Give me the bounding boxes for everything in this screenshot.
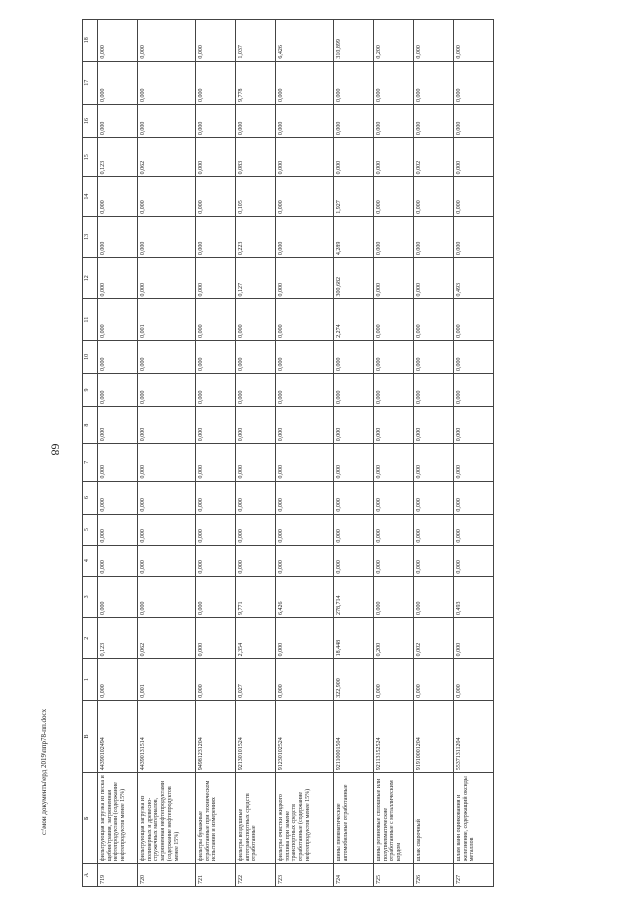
value-cell: 0,000 bbox=[414, 545, 454, 576]
value-cell: 0,000 bbox=[414, 373, 454, 406]
value-cell: 0,000 bbox=[374, 138, 414, 177]
value-cell: 0,000 bbox=[374, 299, 414, 340]
col-header: 7 bbox=[83, 444, 98, 481]
value-cell: 0,000 bbox=[414, 576, 454, 617]
value-cell: 0,000 bbox=[414, 20, 454, 62]
value-cell: 0,000 bbox=[138, 481, 196, 514]
value-cell: 0,000 bbox=[98, 659, 138, 700]
value-cell: 0,000 bbox=[414, 514, 454, 545]
value-cell: 0,000 bbox=[138, 105, 196, 138]
value-cell: 0,000 bbox=[334, 373, 374, 406]
col-header: 16 bbox=[83, 105, 98, 138]
value-cell: 0,000 bbox=[276, 659, 334, 700]
value-cell: 0,000 bbox=[196, 407, 236, 444]
value-cell: 0,000 bbox=[454, 105, 494, 138]
table-row bbox=[98, 20, 138, 887]
value-cell: 0,000 bbox=[138, 576, 196, 617]
value-cell: 0,000 bbox=[98, 545, 138, 576]
value-cell: 0,000 bbox=[334, 340, 374, 373]
value-cell: 0,000 bbox=[454, 61, 494, 104]
value-cell: 0,000 bbox=[196, 444, 236, 481]
waste-name-cell: фильтры бумажные отработанные при техническом испытании и измерениях bbox=[196, 773, 236, 864]
value-cell: 0,105 bbox=[236, 177, 276, 216]
value-cell: 0,000 bbox=[196, 258, 236, 299]
value-cell: 0,000 bbox=[454, 299, 494, 340]
col-header: 5 bbox=[83, 514, 98, 545]
value-cell: 0,000 bbox=[374, 340, 414, 373]
row-number-cell: 727 bbox=[454, 864, 494, 887]
value-cell: 0,000 bbox=[196, 659, 236, 700]
value-cell: 0,000 bbox=[196, 514, 236, 545]
value-cell: 0,000 bbox=[374, 105, 414, 138]
col-header: 9 bbox=[83, 373, 98, 406]
value-cell: 0,000 bbox=[414, 659, 454, 700]
value-cell: 0,000 bbox=[374, 514, 414, 545]
waste-code-cell: 92130101524 bbox=[236, 700, 276, 772]
value-cell: 0,000 bbox=[276, 618, 334, 659]
value-cell: 0,002 bbox=[414, 618, 454, 659]
value-cell: 0,000 bbox=[276, 340, 334, 373]
value-cell: 0,000 bbox=[138, 545, 196, 576]
table-row bbox=[414, 20, 454, 887]
value-cell: 0,001 bbox=[138, 299, 196, 340]
value-cell: 2,354 bbox=[236, 618, 276, 659]
value-cell: 0,000 bbox=[236, 373, 276, 406]
value-cell: 6,426 bbox=[276, 576, 334, 617]
table-body bbox=[98, 20, 494, 887]
value-cell: 0,000 bbox=[334, 138, 374, 177]
value-cell: 18,448 bbox=[334, 618, 374, 659]
col-header: А bbox=[83, 864, 98, 887]
value-cell: 0,000 bbox=[276, 545, 334, 576]
value-cell: 0,000 bbox=[374, 576, 414, 617]
value-cell: 0,000 bbox=[276, 216, 334, 257]
value-cell: 0,000 bbox=[98, 105, 138, 138]
value-cell: 0,000 bbox=[98, 407, 138, 444]
row-number-cell: 719 bbox=[98, 864, 138, 887]
footer-file-path-container bbox=[40, 708, 48, 839]
value-cell: 0,000 bbox=[334, 61, 374, 104]
col-header: 8 bbox=[83, 407, 98, 444]
value-cell: 0,000 bbox=[138, 407, 196, 444]
waste-name-cell: шины резиновые сплошные или полупневматические отработанные с металлическим кордом bbox=[374, 773, 414, 864]
value-cell: 0,083 bbox=[236, 138, 276, 177]
table-row bbox=[196, 20, 236, 887]
value-cell: 0,000 bbox=[454, 216, 494, 257]
value-cell: 0,000 bbox=[454, 545, 494, 576]
value-cell: 0,000 bbox=[334, 481, 374, 514]
waste-code-cell: 91230102524 bbox=[276, 700, 334, 772]
value-cell: 0,000 bbox=[236, 105, 276, 138]
row-number-cell: 722 bbox=[236, 864, 276, 887]
value-cell: 278,714 bbox=[334, 576, 374, 617]
waste-name-cell: фильтры очистки жидкого топлива при замене транспортных средств отработанные (содержание нефтепродуктов менее 15%) bbox=[276, 773, 334, 864]
value-cell: 0,000 bbox=[138, 61, 196, 104]
page-number: 68 bbox=[48, 443, 63, 456]
col-header: 14 bbox=[83, 177, 98, 216]
value-cell: 0,000 bbox=[276, 105, 334, 138]
value-cell: 6,426 bbox=[276, 20, 334, 62]
value-cell: 0,000 bbox=[236, 340, 276, 373]
value-cell: 322,900 bbox=[334, 659, 374, 700]
value-cell: 0,000 bbox=[196, 216, 236, 257]
col-header: 15 bbox=[83, 138, 98, 177]
value-cell: 0,000 bbox=[374, 545, 414, 576]
value-cell: 0,000 bbox=[196, 340, 236, 373]
waste-name-cell: шлак сварочный bbox=[414, 773, 454, 864]
row-number-cell: 725 bbox=[374, 864, 414, 887]
waste-code-cell: 44390102494 bbox=[98, 700, 138, 772]
waste-name-cell: шлам ванн оцинкования и железнение, содержащий оксиды металлов bbox=[454, 773, 494, 864]
row-number-cell: 726 bbox=[414, 864, 454, 887]
value-cell: 0,000 bbox=[236, 481, 276, 514]
value-cell: 0,000 bbox=[276, 514, 334, 545]
value-cell: 0,000 bbox=[276, 138, 334, 177]
value-cell: 0,000 bbox=[454, 444, 494, 481]
rotated-table-stage bbox=[82, 19, 554, 887]
value-cell: 0,000 bbox=[138, 177, 196, 216]
waste-name-cell: фильтрующая загрузка из полимерных и древесно-стружечных материалов, загрязненная нефтепродуктами (содержание нефтепродуктов менее 15%) bbox=[138, 773, 196, 864]
value-cell: 0,000 bbox=[98, 299, 138, 340]
waste-name-cell: фильтры воздушные автотранспортных средств отработанные bbox=[236, 773, 276, 864]
value-cell: 0,000 bbox=[196, 61, 236, 104]
value-cell: 0,000 bbox=[414, 340, 454, 373]
value-cell: 0,000 bbox=[454, 407, 494, 444]
value-cell: 0,000 bbox=[196, 177, 236, 216]
value-cell: 0,000 bbox=[138, 340, 196, 373]
table-row bbox=[236, 20, 276, 887]
value-cell: 0,000 bbox=[374, 659, 414, 700]
value-cell: 0,000 bbox=[454, 618, 494, 659]
value-cell: 0,000 bbox=[374, 373, 414, 406]
waste-code-cell: 92113152524 bbox=[374, 700, 414, 772]
col-header: 18 bbox=[83, 20, 98, 62]
value-cell: 0,000 bbox=[454, 20, 494, 62]
value-cell: 2,274 bbox=[334, 299, 374, 340]
value-cell: 0,000 bbox=[138, 373, 196, 406]
value-cell: 0,000 bbox=[196, 545, 236, 576]
value-cell: 0,000 bbox=[414, 481, 454, 514]
value-cell: 0,000 bbox=[196, 481, 236, 514]
value-cell: 0,000 bbox=[236, 444, 276, 481]
value-cell: 0,000 bbox=[374, 444, 414, 481]
value-cell: 0,000 bbox=[276, 444, 334, 481]
value-cell: 0,000 bbox=[196, 373, 236, 406]
value-cell: 0,000 bbox=[138, 514, 196, 545]
col-header: 2 bbox=[83, 618, 98, 659]
row-number-cell: 720 bbox=[138, 864, 196, 887]
value-cell: 0,000 bbox=[454, 340, 494, 373]
waste-code-cell: 91910001204 bbox=[414, 700, 454, 772]
value-cell: 0,000 bbox=[276, 61, 334, 104]
value-cell: 0,000 bbox=[138, 20, 196, 62]
value-cell: 0,000 bbox=[196, 299, 236, 340]
value-cell: 0,000 bbox=[98, 444, 138, 481]
value-cell: 0,000 bbox=[196, 20, 236, 62]
value-cell: 0,000 bbox=[454, 481, 494, 514]
value-cell: 0,000 bbox=[138, 258, 196, 299]
waste-code-cell: 55371311204 bbox=[454, 700, 494, 772]
value-cell: 0,000 bbox=[374, 258, 414, 299]
value-cell: 0,000 bbox=[98, 258, 138, 299]
value-cell: 0,000 bbox=[454, 138, 494, 177]
value-cell: 0,000 bbox=[414, 177, 454, 216]
col-header: 1 bbox=[83, 659, 98, 700]
value-cell: 0,000 bbox=[98, 514, 138, 545]
value-cell: 0,000 bbox=[374, 407, 414, 444]
value-cell: 0,000 bbox=[138, 444, 196, 481]
waste-code-cell: 94981231204 bbox=[196, 700, 236, 772]
row-number-cell: 723 bbox=[276, 864, 334, 887]
value-cell: 0,493 bbox=[454, 258, 494, 299]
value-cell: 4,289 bbox=[334, 216, 374, 257]
value-cell: 0,000 bbox=[454, 177, 494, 216]
value-cell: 300,682 bbox=[334, 258, 374, 299]
value-cell: 310,899 bbox=[334, 20, 374, 62]
col-header: 6 bbox=[83, 481, 98, 514]
value-cell: 0,000 bbox=[98, 340, 138, 373]
value-cell: 0,000 bbox=[414, 444, 454, 481]
value-cell: 0,000 bbox=[276, 373, 334, 406]
value-cell: 0,000 bbox=[98, 20, 138, 62]
value-cell: 0,000 bbox=[98, 576, 138, 617]
value-cell: 0,000 bbox=[414, 105, 454, 138]
value-cell: 0,000 bbox=[276, 481, 334, 514]
value-cell: 0,000 bbox=[414, 258, 454, 299]
value-cell: 1,927 bbox=[334, 177, 374, 216]
row-number-cell: 724 bbox=[334, 864, 374, 887]
value-cell: 0,000 bbox=[236, 545, 276, 576]
value-cell: 0,000 bbox=[276, 407, 334, 444]
value-cell: 0,000 bbox=[98, 61, 138, 104]
value-cell: 0,000 bbox=[334, 444, 374, 481]
value-cell: 0,000 bbox=[196, 105, 236, 138]
table-row bbox=[138, 20, 196, 887]
value-cell: 0,200 bbox=[374, 20, 414, 62]
value-cell: 0,000 bbox=[414, 299, 454, 340]
value-cell: 0,000 bbox=[98, 177, 138, 216]
value-cell: 0,000 bbox=[374, 481, 414, 514]
value-cell: 0,000 bbox=[236, 514, 276, 545]
value-cell: 0,000 bbox=[196, 618, 236, 659]
value-cell: 0,127 bbox=[236, 258, 276, 299]
value-cell: 0,123 bbox=[98, 138, 138, 177]
value-cell: 0,000 bbox=[138, 216, 196, 257]
value-cell: 0,000 bbox=[196, 576, 236, 617]
col-header: 13 bbox=[83, 216, 98, 257]
value-cell: 9,778 bbox=[236, 61, 276, 104]
value-cell: 0,493 bbox=[454, 576, 494, 617]
col-header: 11 bbox=[83, 299, 98, 340]
value-cell: 0,001 bbox=[138, 659, 196, 700]
value-cell: 0,000 bbox=[276, 258, 334, 299]
table-row bbox=[374, 20, 414, 887]
col-header: 12 bbox=[83, 258, 98, 299]
value-cell: 0,000 bbox=[374, 177, 414, 216]
value-cell: 0,000 bbox=[414, 407, 454, 444]
waste-code-cell: 92110001504 bbox=[334, 700, 374, 772]
table-row bbox=[276, 20, 334, 887]
col-header: 17 bbox=[83, 61, 98, 104]
value-cell: 0,000 bbox=[334, 407, 374, 444]
value-cell: 0,000 bbox=[334, 514, 374, 545]
table-row bbox=[454, 20, 494, 887]
value-cell: 1,037 bbox=[236, 20, 276, 62]
table-row bbox=[334, 20, 374, 887]
value-cell: 0,000 bbox=[334, 105, 374, 138]
value-cell: 0,000 bbox=[98, 216, 138, 257]
value-cell: 0,000 bbox=[454, 659, 494, 700]
value-cell: 0,000 bbox=[196, 138, 236, 177]
value-cell: 0,000 bbox=[276, 299, 334, 340]
value-cell: 0,123 bbox=[98, 618, 138, 659]
value-cell: 0,000 bbox=[276, 177, 334, 216]
value-cell: 0,000 bbox=[414, 216, 454, 257]
waste-name-cell: фильтрующая загрузка из песка и щебня/гравия, загрязненная нефтепродуктами (содержание нефтепродуктов менее 15%) bbox=[98, 773, 138, 864]
value-cell: 0,027 bbox=[236, 659, 276, 700]
value-cell: 0,002 bbox=[414, 138, 454, 177]
value-cell: 9,771 bbox=[236, 576, 276, 617]
value-cell: 0,000 bbox=[374, 61, 414, 104]
value-cell: 0,000 bbox=[414, 61, 454, 104]
value-cell: 0,000 bbox=[98, 373, 138, 406]
waste-data-table bbox=[82, 19, 494, 887]
value-cell: 0,000 bbox=[454, 373, 494, 406]
value-cell: 0,062 bbox=[138, 618, 196, 659]
col-header: В bbox=[83, 700, 98, 772]
value-cell: 0,223 bbox=[236, 216, 276, 257]
value-cell: 0,200 bbox=[374, 618, 414, 659]
footer-file-path: c:\мои документы\ерд 2019\ппр78-пп.docx bbox=[40, 708, 48, 835]
col-header: 3 bbox=[83, 576, 98, 617]
col-header: Б bbox=[83, 773, 98, 864]
col-header: 4 bbox=[83, 545, 98, 576]
value-cell: 0,000 bbox=[374, 216, 414, 257]
value-cell: 0,000 bbox=[236, 299, 276, 340]
value-cell: 0,000 bbox=[236, 407, 276, 444]
col-header: 10 bbox=[83, 340, 98, 373]
waste-name-cell: шины пневматические автомобильные отработанные bbox=[334, 773, 374, 864]
value-cell: 0,000 bbox=[454, 514, 494, 545]
value-cell: 0,062 bbox=[138, 138, 196, 177]
value-cell: 0,000 bbox=[98, 481, 138, 514]
row-number-cell: 721 bbox=[196, 864, 236, 887]
waste-code-cell: 44390131514 bbox=[138, 700, 196, 772]
header-row bbox=[83, 20, 98, 887]
value-cell: 0,000 bbox=[334, 545, 374, 576]
